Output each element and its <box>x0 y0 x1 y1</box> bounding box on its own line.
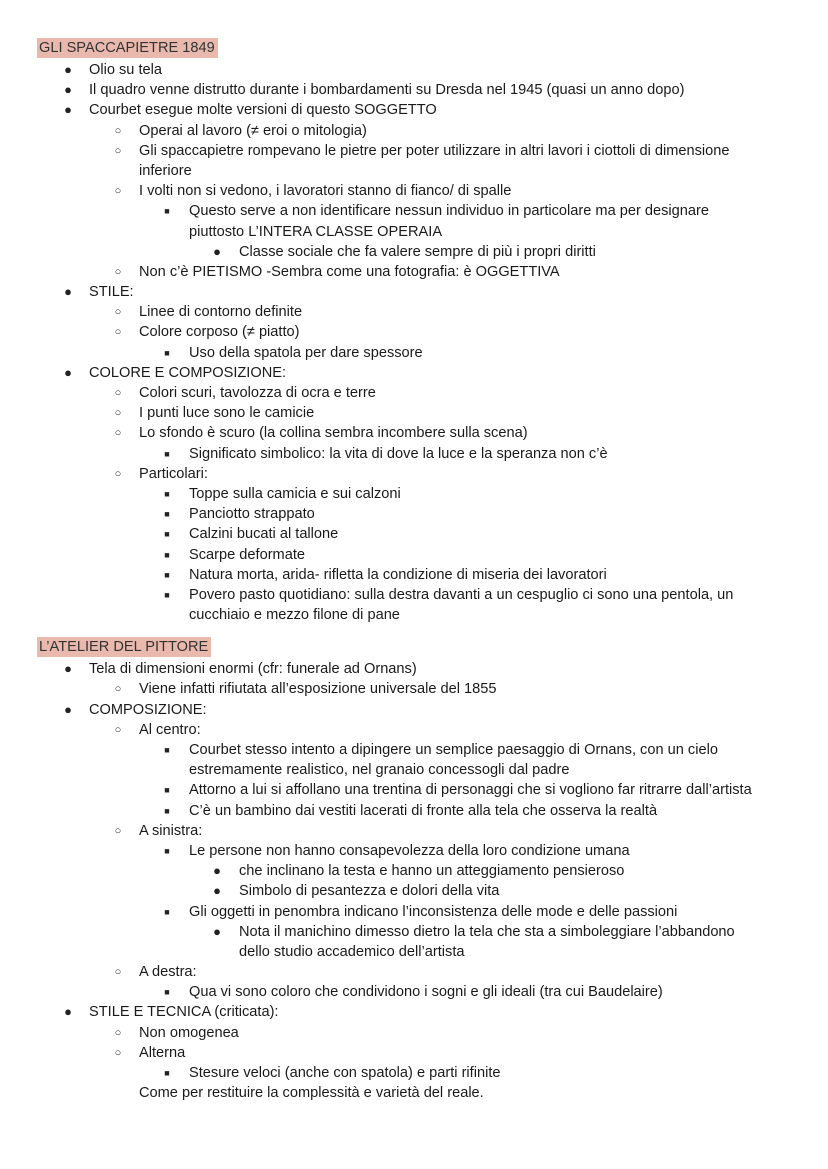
list-item <box>0 444 828 464</box>
list-item-text: COLORE E COMPOSIZIONE: <box>89 364 287 381</box>
list-item <box>0 922 828 942</box>
list-item <box>0 282 828 302</box>
bullet-icon: ■ <box>164 845 170 856</box>
list-item-text: Operai al lavoro (≠ eroi o mitologia) <box>139 122 367 139</box>
list-item-text: Nota il manichino dimesso dietro la tela che sta a simboleggiare l’abbandono <box>239 923 735 940</box>
bullet-icon: ○ <box>114 144 122 157</box>
bullet-icon: ■ <box>164 805 170 816</box>
list-item-text: Simbolo di pesantezza e dolori della vita <box>239 883 500 900</box>
list-item-text: Qua vi sono coloro che condividono i sogni e gli ideali (tra cui Baudelaire) <box>189 984 663 1001</box>
bullet-icon: ○ <box>114 265 122 278</box>
bullet-icon: ■ <box>164 569 170 580</box>
list-item-text: Particolari: <box>139 465 208 482</box>
list-item <box>0 841 828 861</box>
list-item-text: Gli oggetti in penombra indicano l’inconsistenza delle mode e delle passioni <box>189 903 678 920</box>
list-item <box>0 1023 828 1043</box>
bullet-icon: ● <box>64 284 72 300</box>
bullet-icon: ○ <box>114 467 122 480</box>
bullet-icon: ● <box>213 923 221 939</box>
list-item <box>0 121 828 141</box>
list-item <box>0 982 828 1002</box>
list-item <box>0 181 828 201</box>
list-item <box>0 700 828 720</box>
list-item-continuation <box>0 222 828 242</box>
bullet-icon: ■ <box>164 549 170 560</box>
bullet-icon: ○ <box>114 1046 122 1059</box>
list-item <box>0 524 828 544</box>
bullet-icon: ● <box>64 62 72 77</box>
bullet-icon: ■ <box>164 906 170 917</box>
list-item-text: cucchiaio e mezzo filone di pane <box>189 607 400 624</box>
section-heading-row <box>0 637 828 659</box>
list-item <box>0 821 828 841</box>
list-item-text: Scarpe deformate <box>189 546 306 563</box>
list-item <box>0 403 828 423</box>
list-item <box>0 504 828 524</box>
bullet-icon: ○ <box>114 185 122 198</box>
bullet-icon: ■ <box>164 448 170 459</box>
list-item <box>0 1043 828 1063</box>
bullet-icon: ■ <box>164 785 170 796</box>
list-item-text: Uso della spatola per dare spessore <box>189 344 423 361</box>
bullet-icon: ○ <box>114 407 122 420</box>
list-item-text: Panciotto strappato <box>189 506 315 523</box>
list-item-text: Questo serve a non identificare nessun individuo in particolare ma per designare <box>189 203 710 220</box>
list-item-text: Attorno a lui si affollano una trentina di personaggi che si vogliono far ritrarre dall’artista <box>189 782 752 799</box>
bullet-icon: ● <box>64 661 72 677</box>
list-item-text: Colore corposo (≠ piatto) <box>139 324 300 341</box>
list-item-text: Lo sfondo è scuro (la collina sembra incombere sulla scena) <box>139 425 528 442</box>
bullet-icon: ■ <box>164 589 170 600</box>
bullet-icon: ■ <box>164 1068 170 1078</box>
bullet-icon: ● <box>64 701 72 717</box>
list-item-text: Calzini bucati al tallone <box>189 526 339 543</box>
list-item-text: Olio su tela <box>89 62 163 78</box>
list-item-text: Courbet esegue molte versioni di questo SOGGETTO <box>89 102 437 119</box>
list-item <box>0 801 828 821</box>
list-item-continuation <box>0 942 828 962</box>
bullet-icon: ■ <box>164 347 170 358</box>
bullet-icon: ● <box>213 883 221 899</box>
bullet-icon: ■ <box>164 987 170 998</box>
list-item-continuation <box>0 605 828 625</box>
list-item-text: estremamente realistico, nel granaio concessogli dal padre <box>189 762 570 779</box>
list-item-text: I volti non si vedono, i lavoratori stanno di fianco/ di spalle <box>139 183 512 200</box>
list-item <box>0 659 828 679</box>
list-item-text: Linee di contorno definite <box>139 304 303 321</box>
list-item <box>0 201 828 221</box>
bullet-icon: ○ <box>114 1026 122 1039</box>
bullet-icon: ■ <box>164 509 170 520</box>
list-item-continuation <box>0 161 828 181</box>
bullet-icon: ● <box>64 102 72 118</box>
section-heading-row <box>0 38 828 60</box>
list-item <box>0 343 828 363</box>
bullet-icon: ○ <box>114 966 122 979</box>
list-item-text: Viene infatti rifiutata all’esposizione universale del 1855 <box>139 681 497 698</box>
list-item <box>0 464 828 484</box>
list-item <box>0 565 828 585</box>
bullet-icon: ■ <box>164 488 170 499</box>
list-item-text: che inclinano la testa e hanno un atteggiamento pensieroso <box>239 863 625 880</box>
bullet-icon: ○ <box>114 326 122 339</box>
list-item-text: A sinistra: <box>139 822 203 839</box>
bullet-icon: ● <box>64 82 72 98</box>
list-item-text: C’è un bambino dai vestiti lacerati di fronte alla tela che osserva la realtà <box>189 802 658 819</box>
list-item-text: Al centro: <box>139 721 201 738</box>
list-item-text: COMPOSIZIONE: <box>89 701 207 718</box>
list-item-text: Natura morta, arida- rifletta la condizione di miseria dei lavoratori <box>189 566 607 583</box>
list-item <box>0 383 828 403</box>
list-item <box>0 679 828 699</box>
list-item <box>0 423 828 443</box>
list-item-text: Toppe sulla camicia e sui calzoni <box>189 485 401 502</box>
list-item <box>0 1063 828 1083</box>
bullet-icon: ● <box>213 243 221 259</box>
list-item <box>0 80 828 100</box>
bullet-icon: ● <box>64 1004 72 1020</box>
list-item-text: STILE: <box>89 284 134 301</box>
bullet-icon: ■ <box>164 206 170 217</box>
bullet-icon: ○ <box>114 824 122 837</box>
list-item <box>0 545 828 565</box>
list-item <box>0 100 828 120</box>
list-item <box>0 302 828 322</box>
list-item-text: Courbet stesso intento a dipingere un semplice paesaggio di Ornans, con un cielo <box>189 742 718 758</box>
list-item <box>0 141 828 161</box>
list-item-text: Il quadro venne distrutto durante i bombardamenti su Dresda nel 1945 (quasi un anno dopo) <box>89 82 685 99</box>
list-item-text: Stesure veloci (anche con spatola) e parti rifinite <box>189 1065 501 1081</box>
list-item-text: Povero pasto quotidiano: sulla destra davanti a un cespuglio ci sono una pentola, un <box>189 586 734 603</box>
list-item-text: Gli spaccapietre rompevano le pietre per poter utilizzare in altri lavori i ciottoli di dimensione <box>139 142 730 159</box>
list-item <box>0 740 828 760</box>
list-item-text: I punti luce sono le camicie <box>139 405 315 422</box>
list-item-text: piuttosto L’INTERA CLASSE OPERAIA <box>189 223 443 240</box>
bullet-icon: ● <box>64 364 72 380</box>
list-item-text: Tela di dimensioni enormi (cfr: funerale ad Ornans) <box>89 661 417 678</box>
list-item <box>0 1002 828 1022</box>
notes-document <box>0 38 828 1103</box>
list-item <box>0 962 828 982</box>
list-item <box>0 780 828 800</box>
bullet-icon: ○ <box>114 124 122 137</box>
list-item <box>0 322 828 342</box>
list-item-text: Alterna <box>139 1044 186 1061</box>
list-item-text: Classe sociale che fa valere sempre di più i propri diritti <box>239 243 596 260</box>
bullet-icon: ○ <box>114 387 122 399</box>
bullet-icon: ■ <box>164 745 170 755</box>
list-item-continuation <box>0 760 828 780</box>
bullet-icon: ○ <box>114 427 122 440</box>
bullet-icon: ○ <box>114 306 122 319</box>
list-item-text: A destra: <box>139 964 197 981</box>
list-item-text: Significato simbolico: la vita di dove la luce e la speranza non c’è <box>189 445 608 462</box>
list-item-text: Non omogenea <box>139 1024 239 1041</box>
list-item-text: Le persone non hanno consapevolezza della loro condizione umana <box>189 842 630 859</box>
list-item-text: Come per restituire la complessità e varietà del reale. <box>139 1085 484 1102</box>
list-item-continuation <box>0 1083 828 1103</box>
list-item <box>0 242 828 262</box>
bullet-icon: ○ <box>114 683 122 696</box>
list-item-text: inferiore <box>139 162 192 179</box>
section-title: L’ATELIER DEL PITTORE <box>37 637 211 657</box>
bullet-icon: ○ <box>114 723 122 736</box>
list-item-text: STILE E TECNICA (criticata): <box>89 1004 279 1021</box>
list-item <box>0 484 828 504</box>
list-item <box>0 720 828 740</box>
list-item <box>0 881 828 901</box>
list-item <box>0 363 828 383</box>
list-item <box>0 60 828 80</box>
list-item <box>0 585 828 605</box>
list-item-text: dello studio accademico dell’artista <box>239 943 465 960</box>
section-title: GLI SPACCAPIETRE 1849 <box>37 38 218 58</box>
list-item <box>0 262 828 282</box>
list-item <box>0 861 828 881</box>
list-item-text: Colori scuri, tavolozza di ocra e terre <box>139 385 376 401</box>
list-item-text: Non c’è PIETISMO -Sembra come una fotografia: è OGGETTIVA <box>139 263 560 280</box>
bullet-icon: ■ <box>164 529 170 540</box>
bullet-icon: ● <box>213 863 221 879</box>
list-item <box>0 902 828 922</box>
